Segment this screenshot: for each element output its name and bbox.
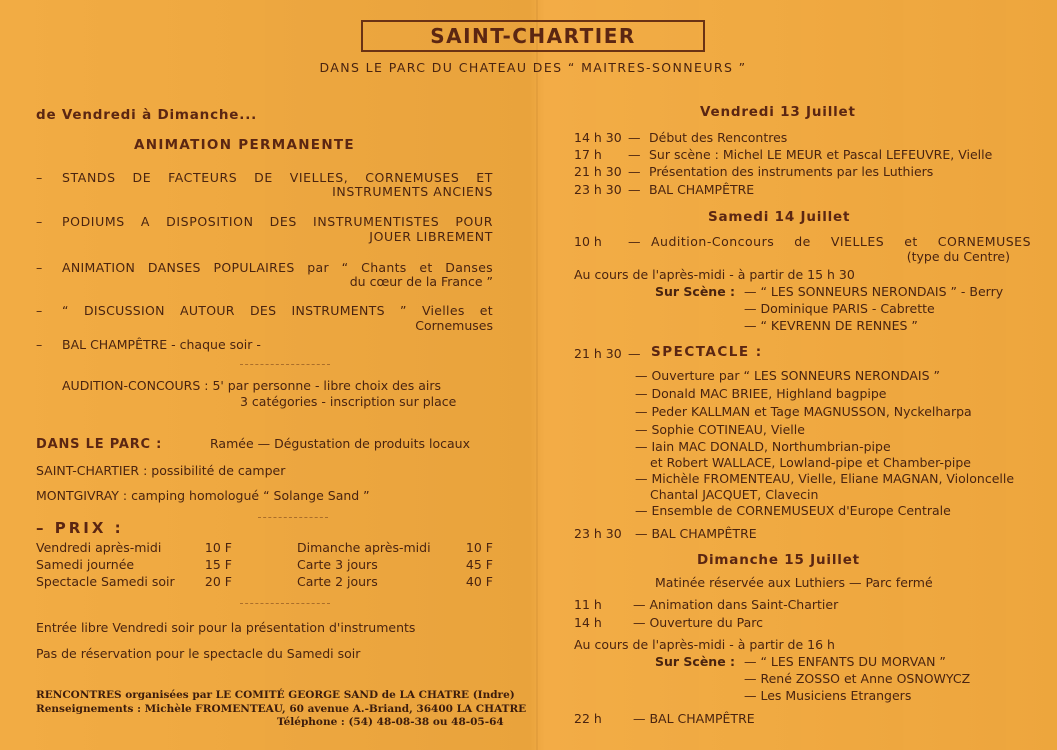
item-line: “ DISCUSSION AUTOUR DES INSTRUMENTS ” Vielles et [62, 303, 493, 318]
spectacle-item: — Peder KALLMAN et Tage MAGNUSSON, Nyckelharpa [635, 404, 972, 419]
time: 22 h [574, 711, 602, 726]
spectacle-item: et Robert WALLACE, Lowland-pipe et Chamber-pipe [650, 455, 972, 470]
dash: — [628, 147, 641, 162]
event-text: Début des Rencontres [649, 130, 788, 145]
item-dash: – [36, 260, 43, 275]
price-label: Carte 3 jours [297, 557, 378, 572]
price-value: 40 F [465, 574, 493, 589]
scene-item: — “ LES ENFANTS DU MORVAN ” [744, 654, 946, 669]
event-text: (type du Centre) [906, 249, 1010, 264]
item-line: STANDS DE FACTEURS DE VIELLES, CORNEMUSES ET [62, 170, 493, 185]
item-line: Cornemuses [415, 318, 493, 333]
event-text: — BAL CHAMPÊTRE [635, 526, 757, 541]
scene-item: — “ KEVRENN DE RENNES ” [744, 318, 918, 333]
price-label: Vendredi après-midi [36, 540, 162, 555]
item-line: PODIUMS A DISPOSITION DES INSTRUMENTISTES POUR [62, 214, 493, 229]
item-dash: – [36, 214, 43, 229]
dash: — [628, 164, 641, 179]
spectacle-item: — Michèle FROMENTEAU, Vielle, Eliane MAGNAN, Violoncelle [635, 471, 1015, 486]
price-value: 15 F [204, 557, 232, 572]
prix-heading: – PRIX : [36, 519, 124, 537]
audition-line: 3 catégories - inscription sur place [240, 394, 457, 409]
time: 17 h [574, 147, 602, 162]
divider [258, 517, 328, 519]
event-text: Audition-Concours de VIELLES et CORNEMUSES [651, 234, 1031, 249]
spectacle-item: — Ouverture par “ LES SONNEURS NERONDAIS ” [635, 368, 941, 383]
price-value: 10 F [204, 540, 232, 555]
price-value: 20 F [204, 574, 232, 589]
time: 21 h 30 [574, 164, 622, 179]
spectacle-item: — Sophie COTINEAU, Vielle [635, 422, 805, 437]
scene-label: Sur Scène : [655, 284, 736, 299]
price-label: Spectacle Samedi soir [36, 574, 175, 589]
scene-label: Sur Scène : [655, 654, 736, 669]
page-title: SAINT-CHARTIER [361, 20, 705, 52]
time: 23 h 30 [574, 182, 622, 197]
time: 23 h 30 [574, 526, 622, 541]
animation-heading: ANIMATION PERMANENTE [134, 137, 355, 153]
event-text: — Animation dans Saint-Chartier [633, 597, 839, 612]
divider [240, 364, 330, 366]
page-fold [536, 0, 538, 750]
item-line: ANIMATION DANSES POPULAIRES par “ Chants et Danses [62, 260, 493, 275]
afternoon-note: Au cours de l'après-midi - à partir de 16 h [574, 637, 835, 652]
event-text: BAL CHAMPÊTRE [649, 182, 755, 197]
camper-text: SAINT-CHARTIER : possibilité de camper [36, 463, 286, 478]
page-subtitle: DANS LE PARC DU CHATEAU DES “ MAITRES-SONNEURS ” [319, 60, 747, 75]
price-label: Carte 2 jours [297, 574, 378, 589]
sunday-heading: Dimanche 15 Juillet [697, 552, 860, 568]
divider [240, 603, 330, 605]
item-dash: – [36, 170, 43, 185]
time: 10 h [574, 234, 602, 249]
price-value: 10 F [465, 540, 493, 555]
parc-label: DANS LE PARC : [36, 437, 163, 452]
time: 11 h [574, 597, 602, 612]
reservation-text: Pas de réservation pour le spectacle du Samedi soir [36, 646, 361, 661]
event-text: — Ouverture du Parc [633, 615, 764, 630]
entree-text: Entrée libre Vendredi soir pour la présentation d'instruments [36, 620, 416, 635]
item-line: INSTRUMENTS ANCIENS [332, 184, 493, 199]
event-text: Sur scène : Michel LE MEUR et Pascal LEFEUVRE, Vielle [649, 147, 993, 162]
spectacle-item: — Donald MAC BRIEE, Highland bagpipe [635, 386, 887, 401]
time: 14 h 30 [574, 130, 622, 145]
spectacle-heading: SPECTACLE : [651, 344, 763, 360]
event-text: — BAL CHAMPÊTRE [633, 711, 755, 726]
time: 14 h [574, 615, 602, 630]
afternoon-note: Au cours de l'après-midi - à partir de 15 h 30 [574, 267, 855, 282]
spectacle-item: Chantal JACQUET, Clavecin [650, 487, 819, 502]
audition-line: AUDITION-CONCOURS : 5' par personne - libre choix des airs [62, 378, 442, 393]
dash: — [628, 130, 641, 145]
item-line: BAL CHAMPÊTRE - chaque soir - [62, 337, 261, 352]
time: 21 h 30 [574, 346, 622, 361]
footer-line: Téléphone : (54) 48-08-38 ou 48-05-64 [277, 716, 504, 728]
friday-heading: Vendredi 13 Juillet [700, 104, 856, 120]
dash: — [628, 234, 641, 249]
item-dash: – [36, 303, 43, 318]
item-line: du cœur de la France ” [349, 274, 493, 289]
intro-heading: de Vendredi à Dimanche... [36, 107, 258, 123]
item-dash: – [36, 337, 43, 352]
scene-item: — “ LES SONNEURS NERONDAIS ” - Berry [744, 284, 1004, 299]
event-text: Présentation des instruments par les Luthiers [649, 164, 934, 179]
price-label: Dimanche après-midi [297, 540, 431, 555]
camping-text: MONTGIVRAY : camping homologué “ Solange Sand ” [36, 488, 370, 503]
scene-item: — Dominique PARIS - Cabrette [744, 301, 935, 316]
scene-item: — René ZOSSO et Anne OSNOWYCZ [744, 671, 971, 686]
scene-item: — Les Musiciens Etrangers [744, 688, 912, 703]
parc-text: Ramée — Dégustation de produits locaux [210, 436, 470, 451]
saturday-heading: Samedi 14 Juillet [708, 209, 851, 225]
item-line: JOUER LIBREMENT [369, 229, 493, 244]
spectacle-item: — Ensemble de CORNEMUSEUX d'Europe Centrale [635, 503, 951, 518]
price-label: Samedi journée [36, 557, 135, 572]
footer-line: RENCONTRES organisées par LE COMITÉ GEORGE SAND de LA CHATRE (Indre) [36, 689, 515, 701]
dash: — [628, 182, 641, 197]
sunday-note: Matinée réservée aux Luthiers — Parc fermé [655, 575, 933, 590]
spectacle-item: — Iain MAC DONALD, Northumbrian-pipe [635, 439, 891, 454]
dash: — [628, 346, 641, 361]
price-value: 45 F [465, 557, 493, 572]
footer-line: Renseignements : Michèle FROMENTEAU, 60 avenue A.-Briand, 36400 LA CHATRE [36, 703, 527, 715]
